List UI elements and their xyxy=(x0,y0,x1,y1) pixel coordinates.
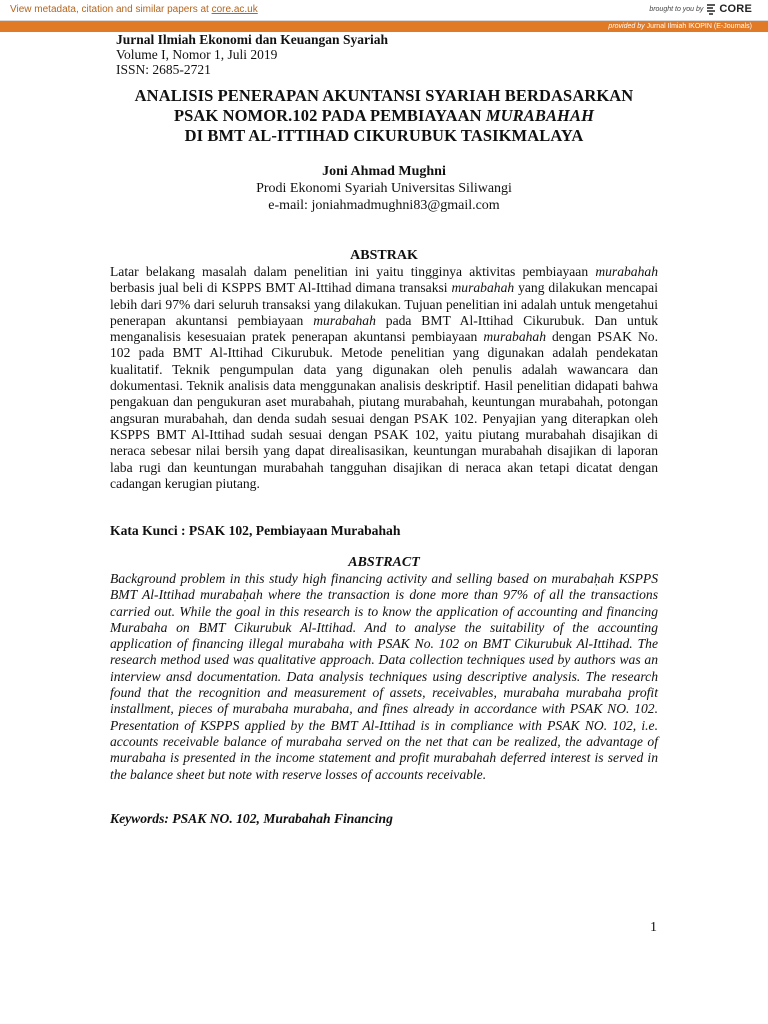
title-line-2-text: PSAK NOMOR.102 PADA PEMBIAYAAN xyxy=(173,106,486,125)
provided-by-label: provided by xyxy=(608,23,645,30)
abstrak-text-4: pada BMT Al-Ittihad Cikurubuk. Dan untuk menganalisis kesesuaian pratek penerapan akuntansi pembiayaan xyxy=(110,312,658,345)
keywords: Keywords: PSAK NO. 102, Murabahah Financing xyxy=(110,811,393,826)
journal-volume: Volume I, Nomor 1, Juli 2019 xyxy=(116,47,278,62)
abstrak-italic-3: murabahah xyxy=(313,312,376,328)
title-line-2-italic: MURABAHAH xyxy=(485,106,595,125)
core-logo-text: CORE xyxy=(719,3,752,15)
title-line-1: ANALISIS PENERAPAN AKUNTANSI SYARIAH BERDASARKAN xyxy=(134,86,634,105)
page-number: 1 xyxy=(650,920,657,935)
abstract-heading: ABSTRACT xyxy=(348,555,420,570)
metadata-label: View metadata, citation and similar papers at xyxy=(10,4,212,15)
core-link[interactable]: core.ac.uk xyxy=(211,4,258,15)
abstrak-italic-4: murabahah xyxy=(483,329,547,345)
abstrak-text-2: berbasis jual beli di KSPPS BMT Al-Ittihad dimana transaksi xyxy=(110,280,452,296)
provider-source[interactable]: Jurnal Ilmiah IKOPIN (E-Journals) xyxy=(646,23,752,30)
abstract-body: Background problem in this study high financing activity and selling based on murabaḥah KSPPS BMT Al-Ittihad murabaḥah where the transaction is done more than 97% of all the transactions carried out. While the goal in this research is to know the application of accounting and financing Murabaha on BMT Cikurubuk Al-Ittihad. And to analyse the suitability of the accounting application of financing illegal murabaha with PSAK No. 102 on BMT Cikurubuk Al-Ittihad. The research method used was qualitative approach. Data collection techniques used by authors was an interview ansd documentation. Data analysis techniques using descriptive analysis. The research found that the recognition and measurement of assets, receivables, murabaha murabaha profit installment, pieces of murabaha murabaha, and fines already in accordance with PSAK NO. 102. Presentation of KSPPS applied by the BMT Al-Ittihad is in compliance with PSAK NO. 102, i.e. accounts receivable balance of murabaha served on the net that can be realized, the advantage of murabaha is presented in the income statement and profit murabahah deferred interest is served in the balance sheet but note with reserve losses of accounts receivable. xyxy=(110,571,658,782)
journal-name: Jurnal Ilmiah Ekonomi dan Keuangan Syariah xyxy=(116,32,388,47)
paper-title xyxy=(0,86,768,146)
author-affiliation: Prodi Ekonomi Syariah Universitas Siliwangi xyxy=(256,181,512,196)
abstrak-italic-1: murabahah xyxy=(595,264,658,279)
author-email: e-mail: joniahmadmughni83@gmail.com xyxy=(268,198,500,213)
abstrak-heading: ABSTRAK xyxy=(350,248,418,263)
provider-bar xyxy=(0,21,768,32)
abstrak-body xyxy=(110,264,658,492)
title-line-3: DI BMT AL-ITTIHAD CIKURUBUK TASIKMALAYA xyxy=(184,126,584,145)
core-metadata-text xyxy=(10,4,258,15)
title-line-2 xyxy=(0,106,768,126)
author-name: Joni Ahmad Mughni xyxy=(322,164,446,179)
journal-header xyxy=(116,32,388,77)
abstrak-italic-2: murabahah xyxy=(451,280,515,296)
core-brand[interactable] xyxy=(649,3,752,15)
kata-kunci: Kata Kunci : PSAK 102, Pembiayaan Murabahah xyxy=(110,523,401,538)
core-banner xyxy=(0,0,768,21)
journal-issn: ISSN: 2685-2721 xyxy=(116,62,211,77)
abstrak-text-3: yang dilakukan mencapai lebih dari 97% dari seluruh transaksi yang dilakukan. Tujuan penelitian ini adalah untuk mengetahui penerapan akuntansi pembiayaan xyxy=(110,280,658,328)
brought-by-text: brought to you by xyxy=(649,5,704,13)
author-block xyxy=(0,163,768,214)
abstrak-text-1: Latar belakang masalah dalam penelitian ini yaitu tingginya aktivitas pembiayaan xyxy=(110,264,589,279)
abstrak-text-5: dengan PSAK No. 102 pada BMT Al-Ittihad Cikurubuk. Metode penelitian yang digunakan adalah pendekatan kualitatif. Teknik pengumpulan data yang digunakan oleh penulis adalah wawancara dan dokumentasi. Teknik analisis data menggunakan analisis deskriptif. Hasil penelitian didapati bahwa pengakuan dan pengukuran aset murabahah, piutang murabahah, keuntungan murabahah, potongan angsuran murabahah, dan denda sudah sesuai dengan PSAK 102. Penyajian yang diterapkan oleh KSPPS BMT Al-Ittihad sudah sesuai dengan PSAK 102, yaitu piutang murabahah disajikan di neraca sebesar nilai bersih yang dapat direalisasikan, keuntungan murabahah disajikan di laporan laba rugi dan keuntungan murabahah tangguhan disajikan di neraca akan tetapi dicatat dengan cadangan kerugian piutang. xyxy=(110,329,658,491)
core-logo-icon xyxy=(706,3,716,15)
